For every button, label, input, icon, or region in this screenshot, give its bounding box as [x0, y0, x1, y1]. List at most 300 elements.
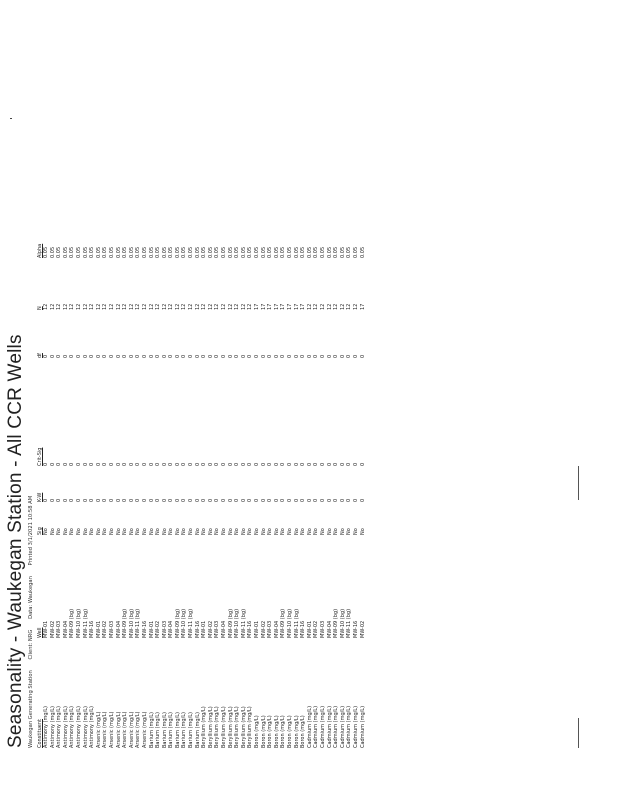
seasonality-table [37, 3, 366, 748]
cell-crit: 0 [62, 462, 69, 466]
cell-kw: 0 [75, 498, 82, 502]
cell-n: 12 [201, 303, 208, 310]
cell-well: MW-09 (bg) [333, 608, 340, 638]
cell-constituent: Beryllium (mg/L) [221, 706, 228, 748]
cell-alpha: 0.05 [319, 246, 326, 258]
table-row [63, 3, 70, 748]
cell-n: 12 [313, 303, 320, 310]
table-row [50, 3, 57, 748]
cell-df: 0 [62, 354, 69, 358]
cell-alpha: 0.05 [188, 246, 195, 258]
cell-sig: No [141, 528, 148, 535]
cell-n: 12 [75, 303, 82, 310]
table-row [96, 3, 103, 748]
cell-crit: 0 [359, 462, 366, 466]
cell-df: 0 [181, 354, 188, 358]
cell-crit: 0 [306, 462, 313, 466]
cell-well: MW-03 [214, 620, 221, 638]
cell-df: 0 [194, 354, 201, 358]
cell-kw: 0 [181, 498, 188, 502]
cell-constituent: Cadmium (mg/L) [306, 705, 313, 748]
cell-crit: 0 [293, 462, 300, 466]
cell-constituent: Arsenic (mg/L) [135, 711, 142, 748]
cell-crit: 0 [227, 462, 234, 466]
cell-constituent: Barium (mg/L) [181, 712, 188, 748]
cell-alpha: 0.05 [326, 246, 333, 258]
cell-df: 0 [49, 354, 56, 358]
cell-sig: No [359, 528, 366, 535]
cell-crit: 0 [95, 462, 102, 466]
cell-df: 0 [148, 354, 155, 358]
header-n: N [37, 306, 43, 310]
cell-sig: No [62, 528, 69, 535]
cell-alpha: 0.05 [273, 246, 280, 258]
cell-df: 0 [254, 354, 260, 358]
cell-well: MW-16 [89, 620, 96, 638]
table-row [241, 3, 248, 748]
table-row [294, 3, 301, 748]
cell-constituent: Arsenic (mg/L) [95, 711, 102, 748]
cell-kw: 0 [141, 498, 148, 502]
cell-n: 12 [221, 303, 228, 310]
cell-n: 12 [56, 303, 63, 310]
cell-alpha: 0.05 [254, 246, 260, 258]
cell-well: MW-02 [102, 620, 109, 638]
cell-constituent: Arsenic (mg/L) [141, 711, 148, 748]
cell-alpha: 0.05 [247, 246, 254, 258]
cell-kw: 0 [221, 498, 228, 502]
cell-sig: No [227, 528, 234, 535]
cell-sig: No [174, 528, 181, 535]
cell-constituent: Cadmium (mg/L) [313, 705, 320, 748]
table-row [327, 3, 334, 748]
table-row [300, 3, 307, 748]
cell-constituent: Boron (mg/L) [286, 715, 293, 748]
table-row [109, 3, 116, 748]
cell-n: 17 [300, 303, 307, 310]
cell-kw: 0 [286, 498, 293, 502]
cell-df: 0 [155, 354, 162, 358]
cell-well: MW-03 [267, 620, 274, 638]
cell-n: 12 [128, 303, 135, 310]
header-constituent: Constituent [37, 718, 43, 748]
cell-kw: 0 [122, 498, 129, 502]
cell-df: 0 [227, 354, 234, 358]
cell-alpha: 0.05 [75, 246, 82, 258]
cell-sig: No [181, 528, 188, 535]
table-row [181, 3, 188, 748]
cell-well: MW-02 [260, 620, 267, 638]
cell-constituent: Cadmium (mg/L) [359, 705, 366, 748]
cell-df: 0 [240, 354, 247, 358]
cell-kw: 0 [273, 498, 280, 502]
table-row [83, 3, 90, 748]
cell-n: 12 [306, 303, 313, 310]
cell-n: 12 [181, 303, 188, 310]
cell-df: 0 [128, 354, 135, 358]
cell-sig: No [207, 528, 214, 535]
cell-kw: 0 [95, 498, 102, 502]
cell-alpha: 0.05 [207, 246, 214, 258]
cell-well: MW-10 (bg) [128, 608, 135, 638]
cell-n: 12 [326, 303, 333, 310]
cell-kw: 0 [346, 498, 353, 502]
cell-well: MW-09 (bg) [227, 608, 234, 638]
cell-well: MW-03 [319, 620, 326, 638]
cell-crit: 0 [267, 462, 274, 466]
cell-df: 0 [326, 354, 333, 358]
cell-df: 0 [102, 354, 109, 358]
cell-n: 12 [82, 303, 89, 310]
cell-df: 0 [69, 354, 76, 358]
cell-constituent: Boron (mg/L) [300, 715, 307, 748]
cell-alpha: 0.05 [161, 246, 168, 258]
cell-kw: 0 [214, 498, 221, 502]
cell-constituent: Barium (mg/L) [168, 712, 175, 748]
cell-constituent: Boron (mg/L) [280, 715, 287, 748]
cell-sig: No [333, 528, 340, 535]
cell-crit: 0 [82, 462, 89, 466]
cell-df: 0 [247, 354, 254, 358]
cell-sig: No [293, 528, 300, 535]
cell-crit: 0 [201, 462, 208, 466]
cell-n: 12 [194, 303, 201, 310]
cell-well: MW-01 [201, 620, 208, 638]
table-row [360, 3, 367, 748]
cell-well: MW-01 [306, 620, 313, 638]
cell-n: 12 [89, 303, 96, 310]
cell-n: 12 [69, 303, 76, 310]
cell-n: 12 [95, 303, 102, 310]
cell-df: 0 [188, 354, 195, 358]
cell-df: 0 [273, 354, 280, 358]
table-row [333, 3, 340, 748]
footer-rule [578, 466, 579, 500]
cell-constituent: Boron (mg/L) [267, 715, 274, 748]
cell-constituent: Beryllium (mg/L) [207, 706, 214, 748]
cell-well: MW-10 (bg) [75, 608, 82, 638]
cell-sig: No [319, 528, 326, 535]
cell-alpha: 0.05 [69, 246, 76, 258]
cell-crit: 0 [240, 462, 247, 466]
cell-well: MW-11 (bg) [135, 608, 142, 638]
cell-sig: No [49, 528, 56, 535]
report-title: Seasonality - Waukegan Station - All CCR Wells [5, 334, 26, 748]
cell-constituent: Antimony (mg/L) [89, 705, 96, 748]
cell-kw: 0 [194, 498, 201, 502]
cell-df: 0 [161, 354, 168, 358]
cell-crit: 0 [207, 462, 214, 466]
cell-alpha: 0.05 [135, 246, 142, 258]
cell-constituent: Beryllium (mg/L) [240, 706, 247, 748]
cell-kw: 0 [135, 498, 142, 502]
facility-label: Waukegan Generating Station [28, 670, 34, 748]
cell-n: 12 [234, 303, 241, 310]
cell-kw: 0 [56, 498, 63, 502]
cell-n: 12 [207, 303, 214, 310]
cell-df: 0 [174, 354, 181, 358]
cell-df: 0 [267, 354, 274, 358]
cell-sig: No [135, 528, 142, 535]
cell-well: MW-09 (bg) [174, 608, 181, 638]
cell-alpha: 0.05 [227, 246, 234, 258]
cell-n: 12 [333, 303, 340, 310]
cell-sig: No [128, 528, 135, 535]
cell-n: 12 [240, 303, 247, 310]
cell-alpha: 0.05 [49, 246, 56, 258]
cell-df: 0 [56, 354, 63, 358]
cell-df: 0 [201, 354, 208, 358]
cell-sig: No [247, 528, 254, 535]
cell-crit: 0 [300, 462, 307, 466]
cell-n: 12 [346, 303, 353, 310]
cell-sig: No [161, 528, 168, 535]
header-kw: K-W [37, 492, 43, 502]
cell-df: 0 [339, 354, 346, 358]
cell-df: 0 [260, 354, 267, 358]
cell-sig: No [339, 528, 346, 535]
cell-constituent: Barium (mg/L) [155, 712, 162, 748]
cell-df: 0 [141, 354, 148, 358]
cell-kw: 0 [49, 498, 56, 502]
cell-well: MW-02 [313, 620, 320, 638]
header-df: df [37, 353, 43, 358]
cell-alpha: 0.05 [62, 246, 69, 258]
cell-well: MW-16 [352, 620, 359, 638]
table-row [280, 3, 287, 748]
cell-well: MW-03 [161, 620, 168, 638]
table-row [69, 3, 76, 748]
cell-crit: 0 [155, 462, 162, 466]
cell-sig: No [267, 528, 274, 535]
cell-alpha: 0.05 [122, 246, 129, 258]
cell-sig: No [346, 528, 353, 535]
cell-sig: No [273, 528, 280, 535]
table-row [353, 3, 360, 748]
cell-n: 17 [267, 303, 274, 310]
cell-df: 0 [108, 354, 115, 358]
cell-alpha: 0.05 [214, 246, 221, 258]
table-row [208, 3, 215, 748]
cell-alpha: 0.05 [234, 246, 241, 258]
cell-crit: 0 [181, 462, 188, 466]
cell-n: 12 [339, 303, 346, 310]
cell-well: MW-01 [254, 620, 260, 638]
cell-n: 12 [102, 303, 109, 310]
cell-sig: No [254, 528, 260, 535]
cell-well: MW-01 [95, 620, 102, 638]
cell-well: MW-16 [141, 620, 148, 638]
table-row [247, 3, 254, 748]
table-row [129, 3, 136, 748]
table-row [102, 3, 109, 748]
cell-crit: 0 [339, 462, 346, 466]
cell-constituent: Beryllium (mg/L) [234, 706, 241, 748]
table-row [195, 3, 202, 748]
cell-kw: 0 [62, 498, 69, 502]
cell-sig: No [95, 528, 102, 535]
cell-well: MW-02 [207, 620, 214, 638]
cell-alpha: 0.05 [306, 246, 313, 258]
table-row [214, 3, 221, 748]
cell-well: MW-11 (bg) [188, 608, 195, 638]
cell-constituent: Antimony (mg/L) [69, 705, 76, 748]
printed-label: Printed 3/1/2021 10:58 AM [28, 495, 34, 566]
cell-alpha: 0.05 [359, 246, 366, 258]
cell-alpha: 0.05 [352, 246, 359, 258]
table-row [267, 3, 274, 748]
cell-well: MW-02 [49, 620, 56, 638]
table-row [254, 3, 261, 748]
cell-crit: 0 [43, 462, 49, 466]
cell-kw: 0 [207, 498, 214, 502]
client-label: Client: NRG [28, 629, 34, 660]
cell-constituent: Arsenic (mg/L) [128, 711, 135, 748]
cell-crit: 0 [56, 462, 63, 466]
cell-constituent: Cadmium (mg/L) [339, 705, 346, 748]
cell-alpha: 0.05 [194, 246, 201, 258]
cell-crit: 0 [102, 462, 109, 466]
cell-constituent: Boron (mg/L) [260, 715, 267, 748]
cell-crit: 0 [49, 462, 56, 466]
cell-sig: No [188, 528, 195, 535]
table-row [313, 3, 320, 748]
table-row [135, 3, 142, 748]
table-row [142, 3, 149, 748]
cell-alpha: 0.05 [339, 246, 346, 258]
cell-n: 12 [115, 303, 122, 310]
cell-well: MW-10 (bg) [234, 608, 241, 638]
cell-constituent: Antimony (mg/L) [62, 705, 69, 748]
cell-kw: 0 [69, 498, 76, 502]
cell-kw: 0 [227, 498, 234, 502]
table-row [188, 3, 195, 748]
footer-rule [578, 718, 579, 748]
cell-df: 0 [286, 354, 293, 358]
cell-df: 0 [313, 354, 320, 358]
cell-well: MW-11 (bg) [346, 608, 353, 638]
cell-sig: No [260, 528, 267, 535]
cell-alpha: 0.05 [141, 246, 148, 258]
cell-alpha: 0.05 [201, 246, 208, 258]
cell-n: 17 [286, 303, 293, 310]
cell-sig: No [69, 528, 76, 535]
cell-crit: 0 [128, 462, 135, 466]
cell-n: 17 [280, 303, 287, 310]
cell-kw: 0 [359, 498, 366, 502]
cell-crit: 0 [214, 462, 221, 466]
cell-constituent: Cadmium (mg/L) [319, 705, 326, 748]
cell-well: MW-03 [108, 620, 115, 638]
cell-kw: 0 [82, 498, 89, 502]
cell-constituent: Barium (mg/L) [188, 712, 195, 748]
cell-constituent: Barium (mg/L) [161, 712, 168, 748]
cell-n: 17 [273, 303, 280, 310]
cell-sig: No [75, 528, 82, 535]
cell-alpha: 0.05 [346, 246, 353, 258]
cell-sig: No [89, 528, 96, 535]
cell-sig: No [306, 528, 313, 535]
cell-sig: No [300, 528, 307, 535]
cell-alpha: 0.05 [174, 246, 181, 258]
cell-alpha: 0.05 [260, 246, 267, 258]
cell-kw: 0 [313, 498, 320, 502]
cell-constituent: Antimony (mg/L) [75, 705, 82, 748]
cell-well: MW-16 [194, 620, 201, 638]
cell-df: 0 [319, 354, 326, 358]
cell-sig: No [326, 528, 333, 535]
cell-df: 0 [346, 354, 353, 358]
table-row [43, 3, 50, 748]
cell-well: MW-09 (bg) [280, 608, 287, 638]
cell-crit: 0 [313, 462, 320, 466]
cell-well: MW-16 [247, 620, 254, 638]
cell-df: 0 [293, 354, 300, 358]
cell-df: 0 [352, 354, 359, 358]
cell-df: 0 [214, 354, 221, 358]
cell-n: 12 [155, 303, 162, 310]
cell-well: MW-04 [115, 620, 122, 638]
cell-df: 0 [95, 354, 102, 358]
cell-n: 12 [148, 303, 155, 310]
cell-alpha: 0.05 [181, 246, 188, 258]
table-row [76, 3, 83, 748]
cell-n: 12 [108, 303, 115, 310]
header-well: Well [37, 627, 43, 638]
cell-df: 0 [89, 354, 96, 358]
cell-alpha: 0.05 [280, 246, 287, 258]
cell-well: MW-11 (bg) [82, 608, 89, 638]
cell-crit: 0 [115, 462, 122, 466]
cell-constituent: Boron (mg/L) [293, 715, 300, 748]
cell-well: MW-01 [43, 620, 49, 638]
cell-sig: No [115, 528, 122, 535]
cell-sig: No [234, 528, 241, 535]
cell-kw: 0 [247, 498, 254, 502]
cell-sig: No [214, 528, 221, 535]
cell-n: 12 [141, 303, 148, 310]
header-sig: Sig [37, 527, 43, 535]
table-row [89, 3, 96, 748]
cell-alpha: 0.05 [240, 246, 247, 258]
cell-constituent: Boron (mg/L) [273, 715, 280, 748]
cell-alpha: 0.05 [333, 246, 340, 258]
cell-df: 0 [234, 354, 241, 358]
cell-kw: 0 [326, 498, 333, 502]
cell-well: MW-01 [148, 620, 155, 638]
cell-well: MW-10 (bg) [181, 608, 188, 638]
cell-well: MW-10 (bg) [286, 608, 293, 638]
cell-sig: No [221, 528, 228, 535]
cell-well: MW-04 [62, 620, 69, 638]
cell-alpha: 0.05 [56, 246, 63, 258]
cell-df: 0 [306, 354, 313, 358]
cell-n: 12 [49, 303, 56, 310]
cell-alpha: 0.05 [148, 246, 155, 258]
table-row [307, 3, 314, 748]
cell-sig: No [168, 528, 175, 535]
cell-kw: 0 [128, 498, 135, 502]
cell-sig: No [82, 528, 89, 535]
cell-kw: 0 [280, 498, 287, 502]
cell-n: 12 [122, 303, 129, 310]
cell-alpha: 0.05 [43, 246, 49, 258]
cell-well: MW-04 [273, 620, 280, 638]
cell-df: 0 [221, 354, 228, 358]
cell-crit: 0 [108, 462, 115, 466]
cell-sig: No [122, 528, 129, 535]
cell-n: 12 [227, 303, 234, 310]
